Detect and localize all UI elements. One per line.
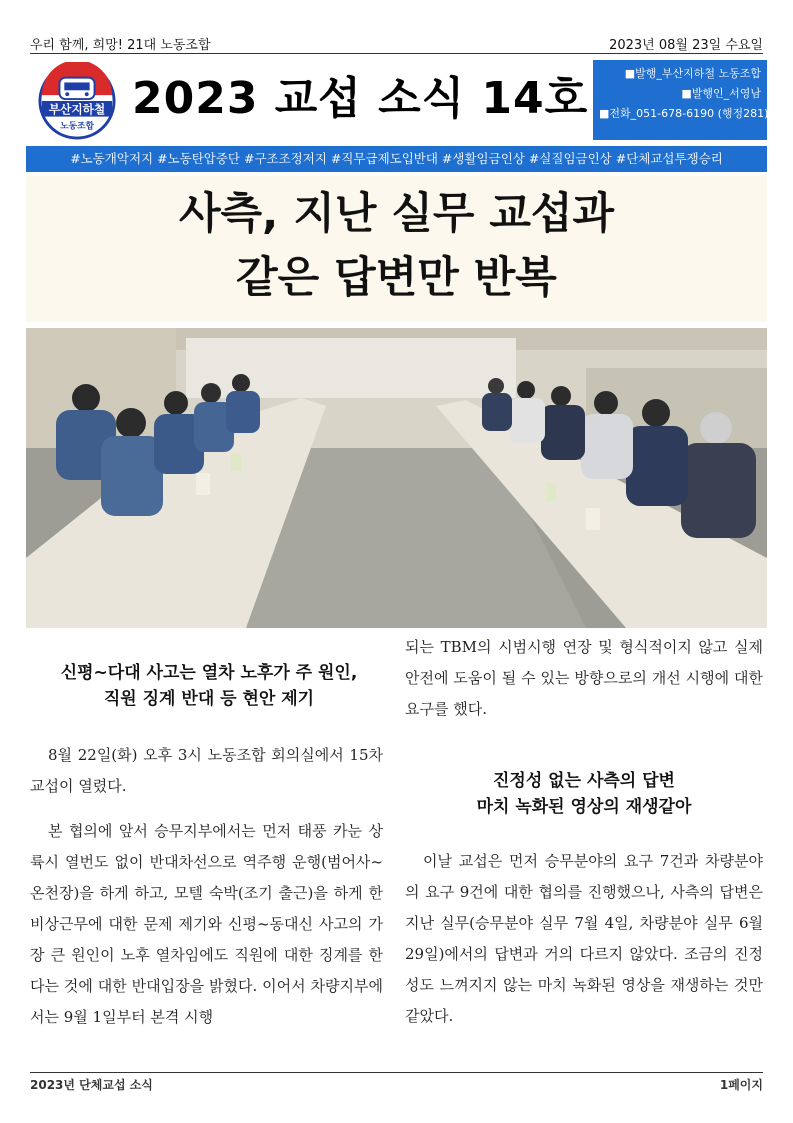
- footer-title: 2023년 단체교섭 소식: [30, 1078, 153, 1092]
- logo-text-2: 노동조합: [60, 121, 94, 132]
- footer: [30, 1076, 763, 1093]
- paragraph-3: 이날 교섭은 먼저 승무분야의 요구 7건과 차량분야의 요구 9건에 대한 협의를 진행했으나, 사측의 답변은 지난 실무(승무분야 실무 7월 4일, 차량분야 실무 6월 29일)에서의 답변과 거의 다르지 않았다. 조금의 진정성도 느껴지지 않는 마치 녹화된 영상을 재생하는 것만 같았다.: [405, 852, 763, 1025]
- subheading-1: [30, 660, 388, 712]
- page-number: 1페이지: [719, 1078, 763, 1092]
- union-logo: [38, 62, 116, 140]
- logo-text-1: 부산지하철: [48, 102, 106, 117]
- subheading-1-line-2: 직원 징계 반대 등 현안 제기: [103, 689, 315, 709]
- subheading-2-line-1: 진정성 없는 사측의 답변: [493, 771, 675, 791]
- top-bar: [30, 33, 763, 53]
- top-divider: [30, 53, 763, 54]
- publisher: ■발행_부산지하철 노동조합: [624, 67, 761, 80]
- paragraph-1: 8월 22일(화) 오후 3시 노동조합 회의실에서 15차 교섭이 열렸다.: [30, 746, 383, 795]
- footer-divider: [30, 1072, 763, 1073]
- subheading-1-line-1: 신평~다대 사고는 열차 노후가 주 원인,: [60, 663, 358, 683]
- hashtag-bar: #노동개악저지 #노동탄압중단 #구조조정저지 #직무급제도입반대 #생활임금인상 #실질임금인상 #단체교섭투쟁승리: [26, 146, 767, 172]
- paragraph-2-continued: 되는 TBM의 시범시행 연장 및 형식적이지 않고 실제 안전에 도움이 될 수 있는 방향으로의 개선 시행에 대한 요구를 했다.: [405, 638, 763, 718]
- subheading-2-line-2: 마치 녹화된 영상의 재생같아: [476, 797, 692, 817]
- publisher-info-box: [593, 60, 767, 140]
- meeting-photo: [26, 328, 767, 628]
- subheading-2: [405, 768, 763, 820]
- masthead-title: 2023 교섭 소식 14호: [132, 73, 589, 124]
- headline-line-1: 사측, 지난 실무 교섭과: [178, 189, 615, 239]
- headline: [26, 182, 767, 310]
- issue-date: 2023년 08월 23일 수요일: [609, 37, 763, 53]
- paragraph-2: 본 협의에 앞서 승무지부에서는 먼저 태풍 카눈 상륙시 열번도 없이 반대차선으로 역주행 운행(범어사~온천장)을 하게 하고, 모텔 숙박(조기 출근)을 하게 한 비상근무에 대한 문제 제기와 신평~동대신 사고의 가장 큰 원인이 노후 열차임에도 직원에 대한 징계를 한다는 것에 대한 반대입장을 밝혔다. 이어서 차량지부에서는 9월 1일부터 본격 시행: [30, 822, 383, 1026]
- issuer: ■발행인_서영남: [681, 87, 761, 100]
- slogan: 우리 함께, 희망! 21대 노동조합: [30, 37, 211, 53]
- phone: ■전화_051-678-6190 (행정281): [599, 107, 769, 120]
- headline-line-2: 같은 답변만 반복: [236, 253, 557, 303]
